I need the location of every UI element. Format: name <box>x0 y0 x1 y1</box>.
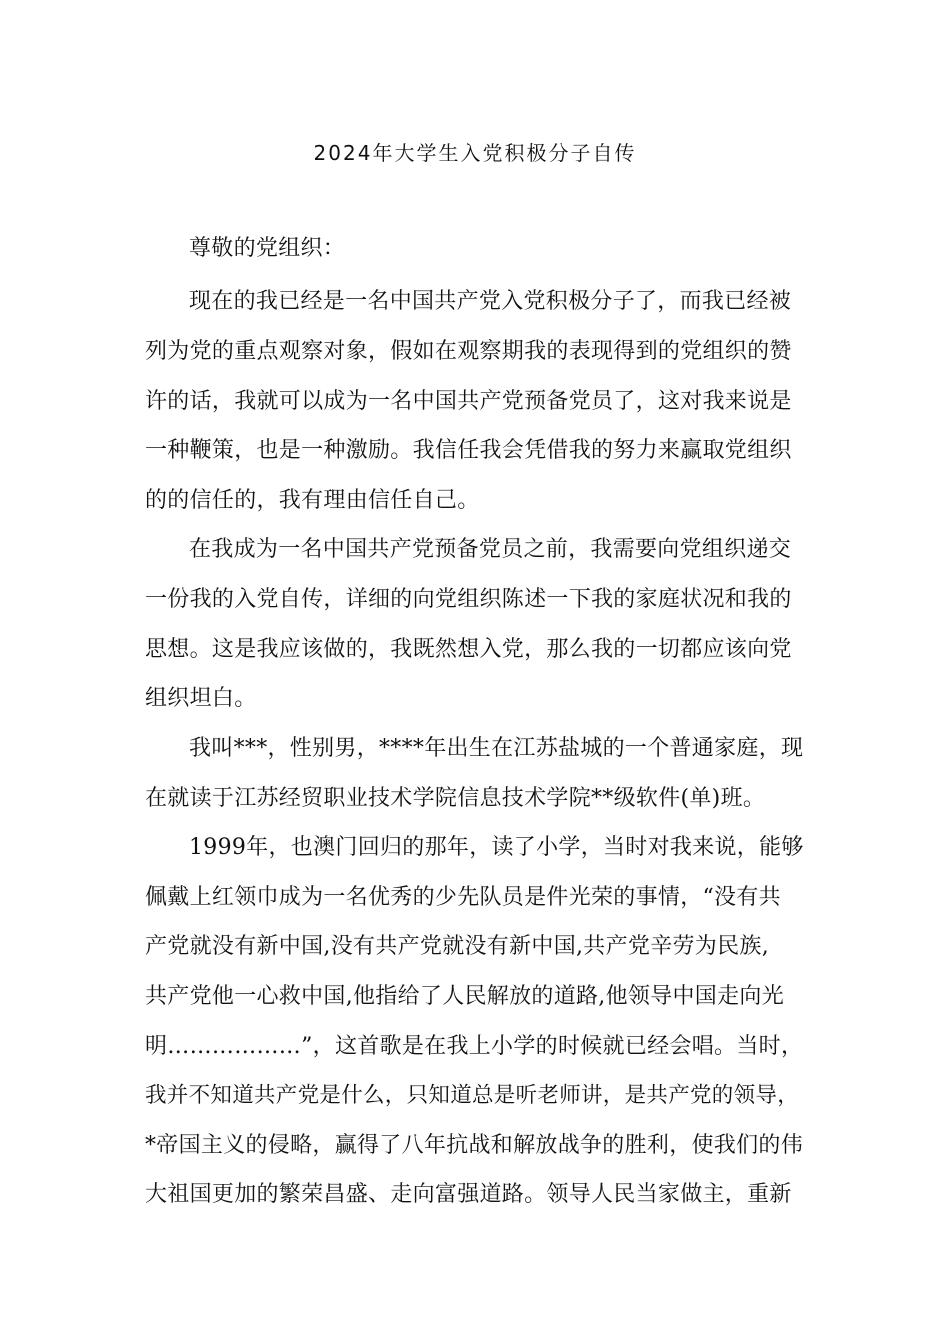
paragraph-line: 共产党他一心救中国,他指给了人民解放的道路,他领导中国走向光 <box>145 984 784 1009</box>
paragraph-line: 佩戴上红领巾成为一名优秀的少先队员是件光荣的事情，“没有共 <box>145 885 781 910</box>
paragraph-line: *帝国主义的侵略，赢得了八年抗战和解放战争的胜利，使我们的伟 <box>145 1133 804 1158</box>
paragraph-line: 明………………”，这首歌是在我上小学的时候就已经会唱。当时， <box>145 1034 804 1059</box>
paragraph-line: 的的信任的，我有理由信任自己。 <box>145 488 480 513</box>
paragraph-line: 我并不知道共产党是什么，只知道总是听老师讲，是共产党的领导， <box>145 1083 800 1108</box>
paragraph-line: 在就读于江苏经贸职业技术学院信息技术学院**级软件(单)班。 <box>145 786 766 811</box>
paragraph-line: 1999年，也澳门回归的那年，读了小学，当时对我来说，能够 <box>189 835 804 860</box>
paragraph-line: 许的话，我就可以成为一名中国共产党预备党员了，这对我来说是 <box>145 389 792 414</box>
paragraph-line: 列为党的重点观察对象，假如在观察期我的表现得到的党组织的赞 <box>145 339 792 364</box>
paragraph-line: 组织坦白。 <box>145 686 257 711</box>
paragraph-line: 大祖国更加的繁荣昌盛、走向富强道路。领导人民当家做主，重新 <box>145 1182 792 1207</box>
paragraph-line: 产党就没有新中国,没有共产党就没有新中国,共产党辛劳为民族, <box>145 934 769 959</box>
paragraph-line: 思想。这是我应该做的，我既然想入党，那么我的一切都应该向党 <box>145 637 792 662</box>
document-title: 2024年大学生入党积极分子自传 <box>313 141 637 165</box>
paragraph-line: 现在的我已经是一名中国共产党入党积极分子了，而我已经被 <box>189 289 792 314</box>
paragraph-line: 在我成为一名中国共产党预备党员之前，我需要向党组织递交 <box>189 537 792 562</box>
paragraph-line: 一种鞭策，也是一种激励。我信任我会凭借我的努力来赢取党组织 <box>145 438 792 463</box>
paragraph-line: 我叫***，性别男，****年出生在江苏盐城的一个普通家庭，现 <box>189 736 804 761</box>
salutation: 尊敬的党组织： <box>189 236 346 261</box>
paragraph-line: 一份我的入党自传，详细的向党组织陈述一下我的家庭状况和我的 <box>145 587 792 612</box>
